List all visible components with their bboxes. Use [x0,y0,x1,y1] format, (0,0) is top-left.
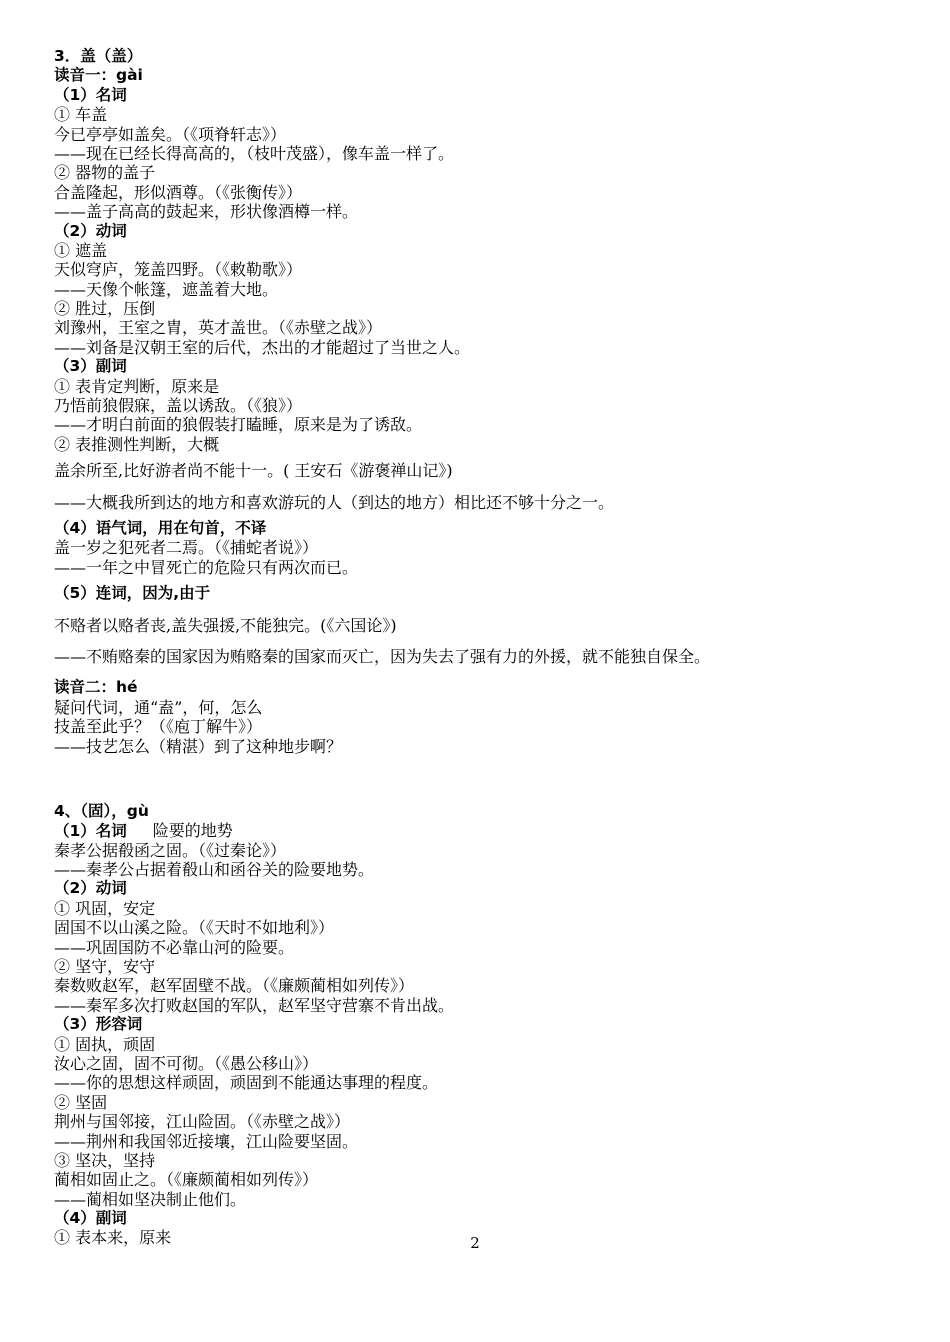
translation-line: ——秦孝公占据着殽山和函谷关的险要地势。 [54,860,375,880]
translation-line: ——刘备是汉朝王室的后代，杰出的才能超过了当世之人。 [54,337,471,357]
example-line: 乃悟前狼假寐，盖以诱敌。（《狼》） [54,396,303,416]
translation-line: ——一年之中冒死亡的危险只有两次而已。 [54,557,359,577]
sense-line: ③ 坚决，坚持 [54,1150,156,1170]
translation-line: ——大概我所到达的地方和喜欢游玩的人（到达的地方）相比还不够十分之一。 [54,492,615,512]
example-line: 盖余所至,比好游者尚不能十一。( 王安石《游褒禅山记》) [54,461,453,481]
pos-heading: （4）副词 [54,1209,127,1228]
example-line: 蔺相如固止之。（《廉颇蔺相如列传》） [54,1170,319,1190]
example-line: 不赂者以赂者丧,盖失强援,不能独完。(《六国论》) [54,615,397,635]
example-line: 今已亭亭如盖矣。（《项脊轩志》） [54,124,287,144]
sense-line: ① 遮盖 [54,240,108,260]
sense-line: ② 坚守，安守 [54,957,156,977]
sense-line: ② 胜过，压倒 [54,299,156,319]
pos-heading: （1）名词 [54,822,127,841]
section-title: 3．盖（盖） [54,47,143,65]
pos-heading-row [54,821,914,840]
sense-line: 疑问代词，通“盍”，何，怎么 [54,697,263,717]
pos-heading: （2）动词 [54,879,127,898]
example-line: 盖一岁之犯死者二焉。（《捕蛇者说》） [54,538,319,558]
example-line: 天似穹庐，笼盖四野。（《敕勒歌》） [54,260,303,280]
example-line: 汝心之固，固不可彻。（《愚公移山》） [54,1053,319,1073]
page-number: 2 [470,1234,480,1252]
translation-line: ——秦军多次打败赵国的军队，赵军坚守营寨不肯出战。 [54,995,455,1015]
pos-heading: （2）动词 [54,221,127,240]
pos-heading: （1）名词 [54,85,127,104]
example-line: 刘豫州，王室之胄，英才盖世。（《赤壁之战》） [54,318,383,338]
translation-line: ——盖子高高的鼓起来，形状像酒樽一样。 [54,202,359,222]
sense-line: ② 器物的盖子 [54,163,156,183]
section-title: 4、（固），gù [54,801,149,820]
translation-line: ——才明白前面的狼假装打瞌睡，原来是为了诱敌。 [54,415,423,435]
reading-heading: 读音一：gài [54,66,143,85]
translation-line: ——技艺怎么（精湛）到了这种地步啊？ [54,736,343,756]
translation-line: ——蔺相如坚决制止他们。 [54,1189,247,1209]
sense-line: ① 巩固，安定 [54,898,156,918]
sense-line: ① 固执，顽固 [54,1034,156,1054]
sense-line: ② 坚固 [54,1092,108,1112]
example-line: 合盖隆起，形似酒尊。（《张衡传》） [54,182,303,202]
example-line: 秦孝公据殽函之固。（《过秦论》） [54,840,287,860]
sense-line: ① 车盖 [54,105,108,125]
example-line: 固国不以山溪之险。（《天时不如地利》） [54,918,335,938]
example-line: 技盖至此乎？（《庖丁解牛》） [54,717,263,737]
translation-line: ——不贿赂秦的国家因为贿赂秦的国家而灭亡，因为失去了强有力的外援，就不能独自保全。 [54,646,711,666]
pos-heading: （3）形容词 [54,1015,143,1034]
pos-heading: （5）连词，因为,由于 [54,584,211,603]
pos-heading: （4）语气词，用在句首，不译 [54,518,267,537]
example-line: 荆州与国邻接，江山险固。（《赤壁之战》） [54,1112,351,1132]
page-content [54,47,914,1248]
translation-line: ——你的思想这样顽固，顽固到不能通达事理的程度。 [54,1073,439,1093]
sense-line: ① 表肯定判断，原来是 [54,376,220,396]
translation-line: ——荆州和我国邻近接壤，江山险要坚固。 [54,1131,359,1151]
sense-text: 险要的地势 [152,821,233,841]
translation-line: ——巩固国防不必靠山河的险要。 [54,937,295,957]
sense-line: ① 表本来，原来 [54,1228,172,1248]
reading-heading: 读音二：hé [54,678,138,697]
pos-heading: （3）副词 [54,357,127,376]
example-line: 秦数败赵军，赵军固壁不战。（《廉颇蔺相如列传》） [54,976,415,996]
translation-line: ——现在已经长得高高的，（枝叶茂盛），像车盖一样了。 [54,143,455,163]
translation-line: ——天像个帐篷，遮盖着大地。 [54,279,279,299]
sense-line: ② 表推测性判断，大概 [54,434,220,454]
